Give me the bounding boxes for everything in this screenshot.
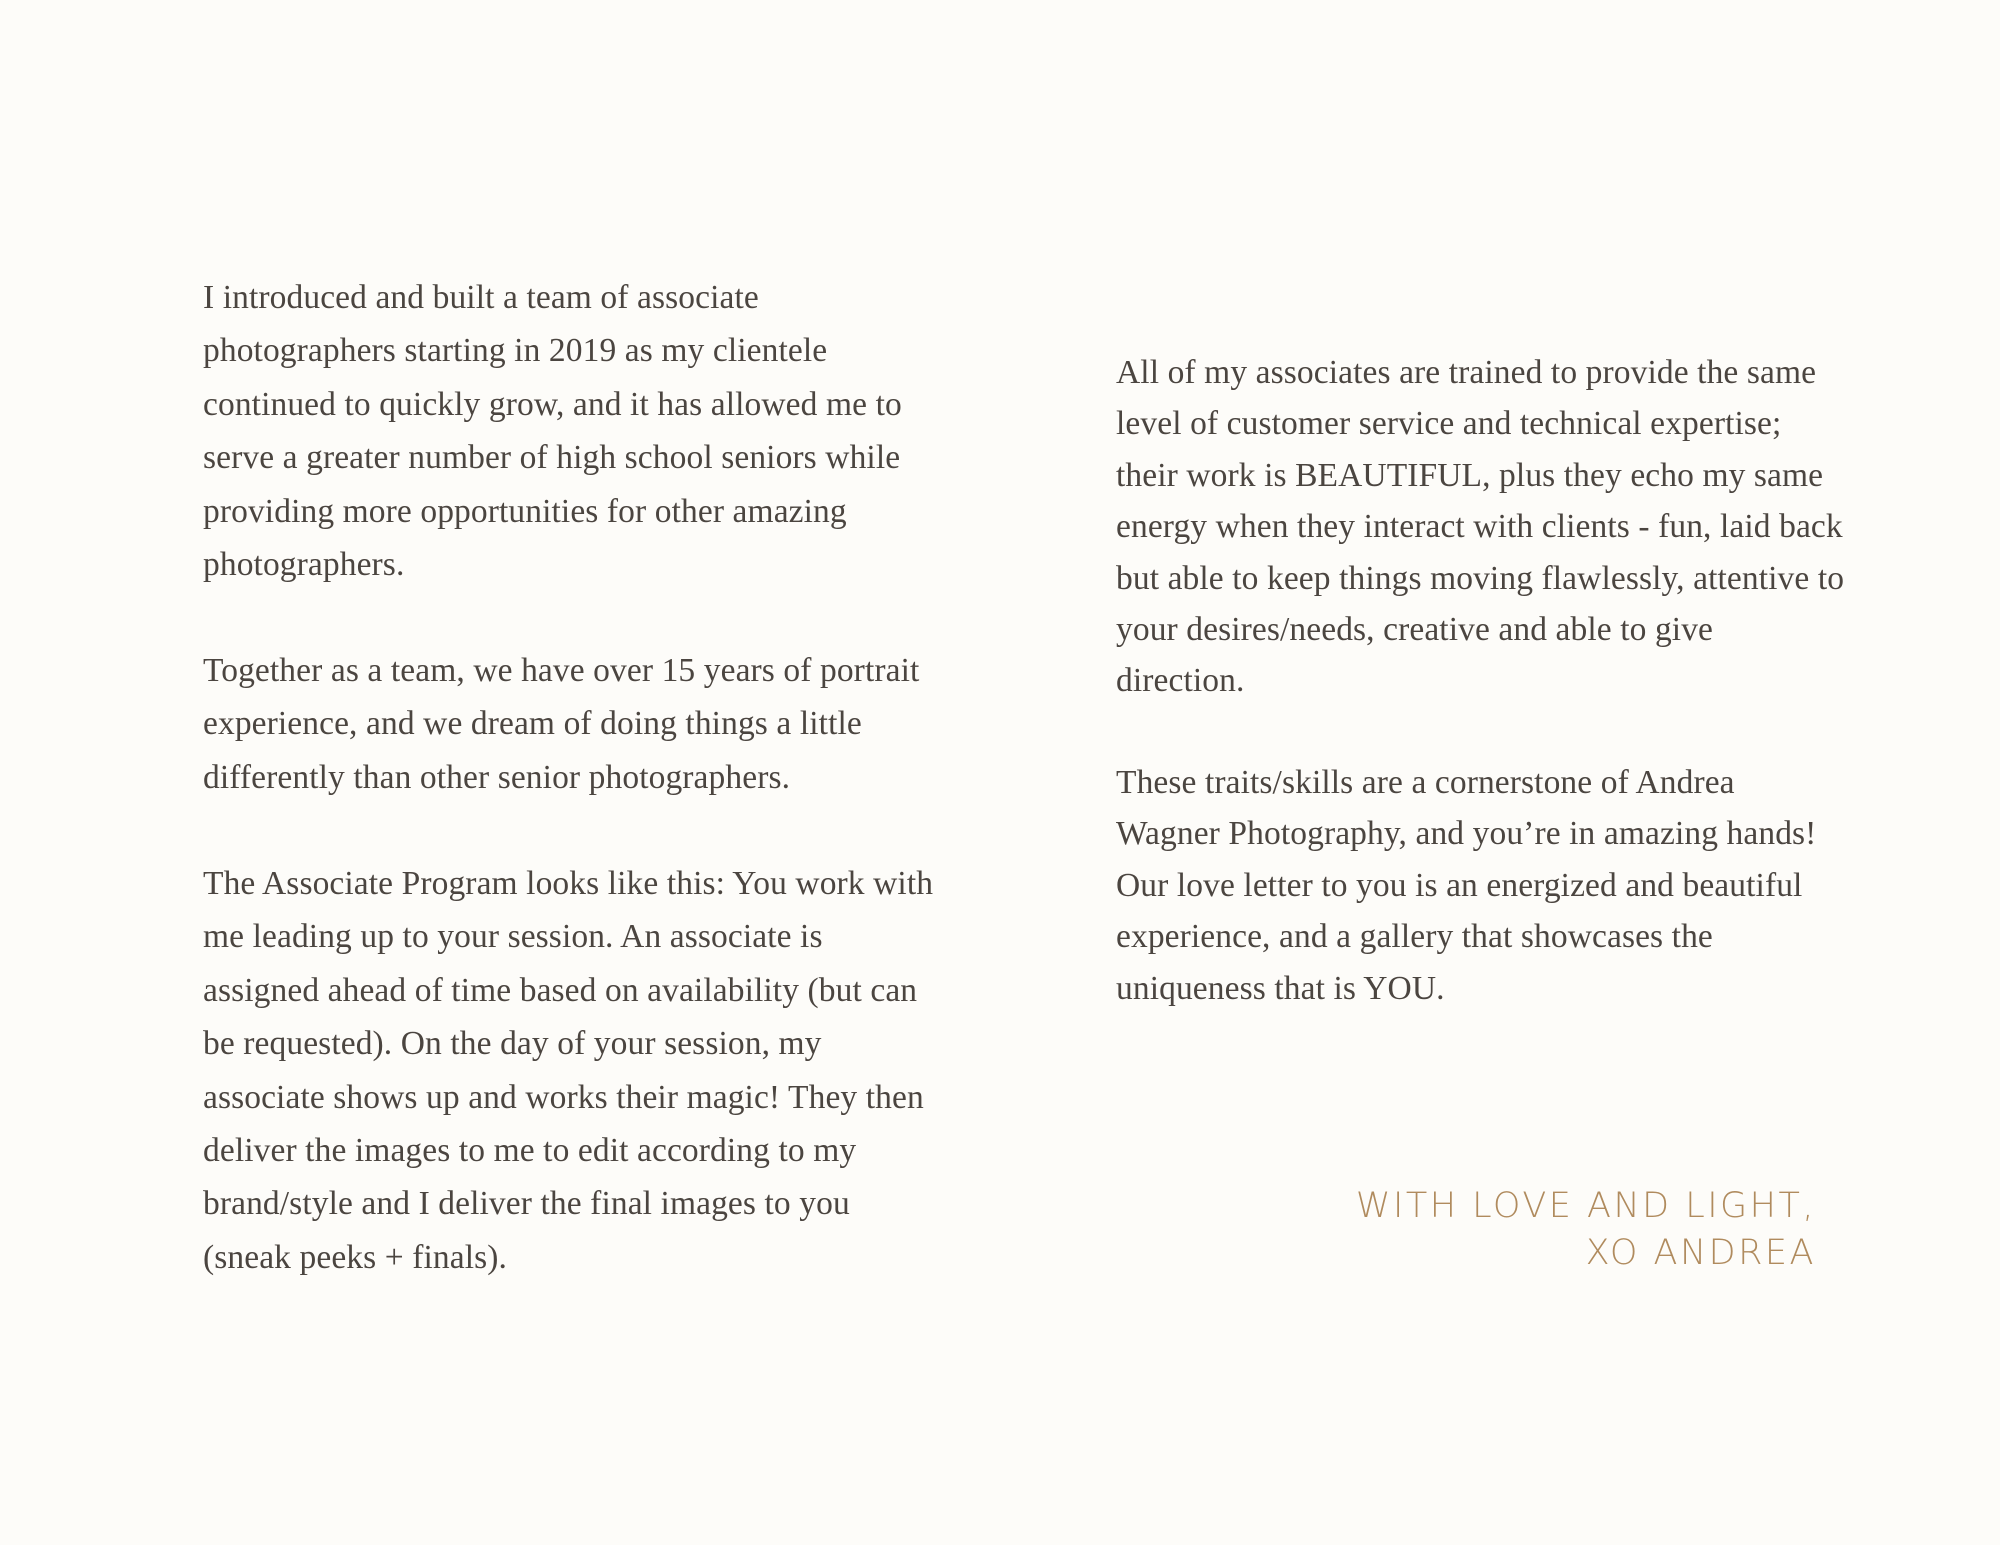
signoff-line-2: XO ANDREA — [1585, 1233, 1816, 1273]
signoff — [1356, 1183, 1816, 1277]
signoff-line-1: WITH LOVE AND LIGHT, — [1355, 1186, 1816, 1226]
paragraph-associate-program: The Associate Program looks like this: You work with me leading up to your session. An associate is assigned ahead of time based on availability (but can be requested). On the day of your session, my associate shows up and works their magic! They then deliver the images to me to edit according to my brand/style and I deliver the final images to you (sneak peeks + finals). — [203, 865, 934, 1276]
paragraph-associate-team-intro: I introduced and built a team of associate photographers starting in 2019 as my clientele continued to quickly grow, and it has allowed me to serve a greater number of high school seniors while providing more opportunities for other amazing photographers. — [203, 279, 902, 584]
paragraph-associate-training: All of my associates are trained to provide the same level of customer service and technical expertise; their work is BEAUTIFUL, plus they echo my same energy when they interact with clients - fun, laid back but able to keep things moving flawlessly, attentive to your desires/needs, creative and able to give direction. — [1116, 354, 1845, 700]
paragraph-team-experience: Together as a team, we have over 15 years of portrait experience, and we dream of doing things a little differently than other senior photographers. — [203, 652, 920, 796]
paragraph-traits-cornerstone: These traits/skills are a cornerstone of Andrea Wagner Photography, and you’re in amazing hands! Our love letter to you is an energized and beautiful experience, and a gallery that showcases the uniqueness that is YOU. — [1116, 764, 1817, 1007]
